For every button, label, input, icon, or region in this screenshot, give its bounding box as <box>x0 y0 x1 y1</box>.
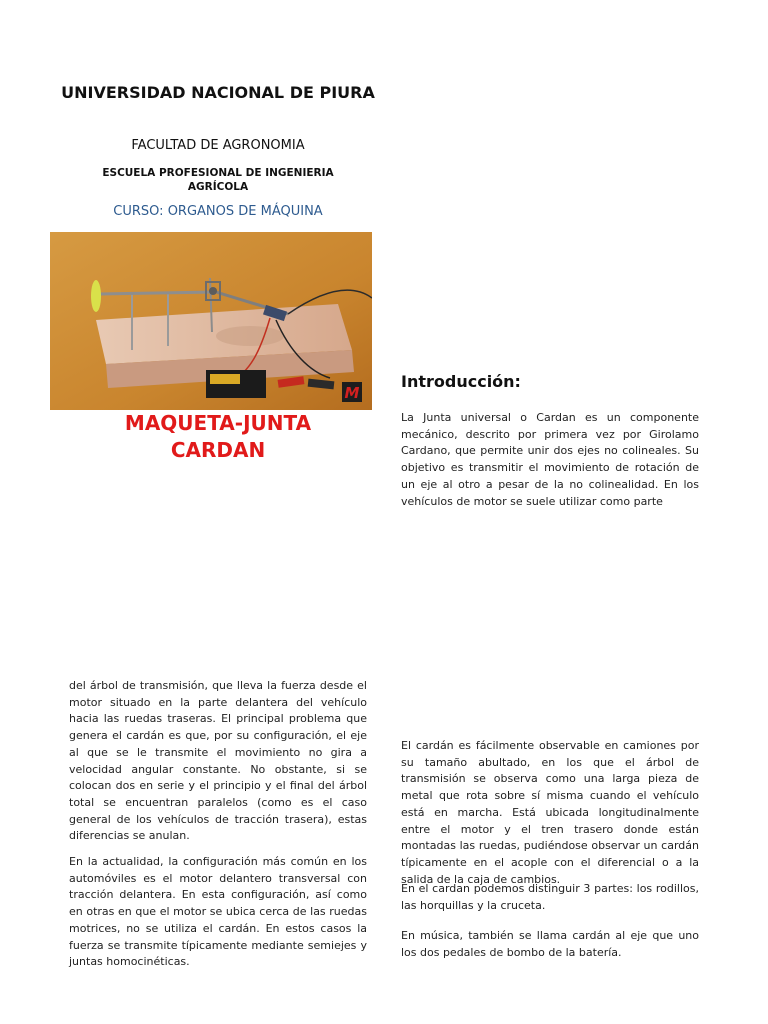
transmission-paragraph: del árbol de transmisión, que lleva la fuerza desde el motor situado en la parte delantera del vehículo hacia las ruedas traseras. El principal problema que genera el cardán es que, por su configuración, el eje al que se le transmite el movimiento no gira a velocidad angular constante. No obstante, si se colocan dos en serie y el principio y el final del árbol total se encuentran paralelos (como es el caso general de los vehículos de tracción trasera), estas diferencias se anulan. <box>69 679 367 843</box>
university-name: UNIVERSIDAD NACIONAL DE PIURA <box>61 83 375 102</box>
parts-paragraph: En el cardan podemos distinguir 3 partes: los rodillos, las horquillas y la cruceta. <box>401 882 699 912</box>
music-paragraph: En música, también se llama cardán al eje que uno los dos pedales de bombo de la batería. <box>401 929 699 959</box>
configuration-paragraph: En la actualidad, la configuración más común en los automóviles es el motor delantero transversal con tracción delantera. En esta configuración, así como en otras en que el motor se ubica cerca de las ruedas motrices, no se utiliza el cardán. En estos casos la fuerza se transmite típicamente mediante semiejes y juntas homocinéticas. <box>69 855 367 969</box>
document-title <box>60 410 376 464</box>
title-line-1: MAQUETA-JUNTA <box>124 411 312 435</box>
logo-letter: M <box>344 384 360 402</box>
intro-heading: Introducción: <box>401 372 521 391</box>
school-name: ESCUELA PROFESIONAL DE INGENIERIA AGRÍCOLA <box>102 167 334 193</box>
cardan-model-photo <box>50 232 372 410</box>
title-line-2: CARDAN <box>170 438 266 462</box>
trucks-paragraph: El cardán es fácilmente observable en camiones por su tamaño abultado, en los que el árbol de transmisión se observa como una larga pieza de metal que rota sobre sí misma cuando el vehículo está en marcha. Está ubicada longitudinalmente entre el motor y el tren trasero donde están montadas las ruedas, pudiéndose observar un cardán típicamente en el acople con el diferencial o a la salida de la caja de cambios. <box>401 739 699 886</box>
faculty-name: FACULTAD DE AGRONOMIA <box>131 138 305 153</box>
intro-paragraph: La Junta universal o Cardan es un componente mecánico, descrito por primera vez por Girolamo Cardano, que permite unir dos ejes no colineales. Su objetivo es transmitir el movimiento de rotación de un eje al otro a pesar de la no colinealidad. En los vehículos de motor se suele utilizar como parte <box>401 411 699 508</box>
course-name: CURSO: ORGANOS DE MÁQUINA <box>113 204 323 219</box>
